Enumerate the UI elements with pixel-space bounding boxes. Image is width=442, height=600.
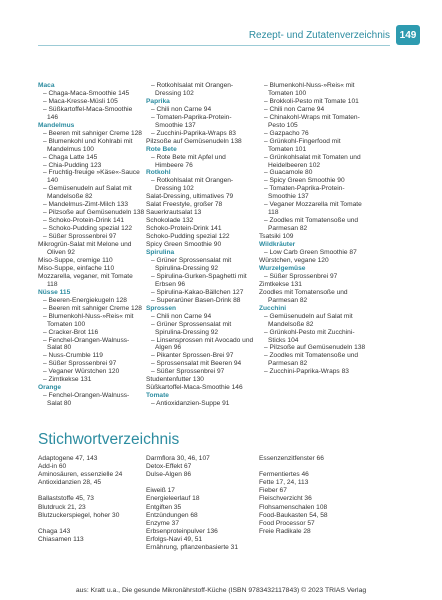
index-heading: Wurzelgemüse [259,264,306,272]
index-entry: – Chaga Latte 145 [38,154,140,162]
index-entry: – Rotkohlsalat mit Orangen- [146,82,264,90]
index-entry: – Blumenkohl und Kohlrabi mit [38,138,140,146]
index-entry: – Spirulina-Kakao-Bällchen 127 [146,289,264,297]
index-entry: Mandelmus 100 [47,145,94,153]
index-entry: Schoko-Protein-Drink 141 [146,225,222,233]
index-entry: – Guacamole 80 [259,169,399,177]
index-heading: Maca [38,82,55,89]
index-entry: Tomaten 100 [268,89,307,97]
index-entry: – Rote Bete mit Apfel und [146,154,264,162]
keyword-entry: Food Processor 57 [259,519,315,527]
index-entry: – Chili non Carne 94 [259,106,399,114]
keyword-entry: Fette 17, 24, 113 [259,479,309,487]
index-entry: Mikrogrün-Salat mit Melone und [38,241,132,249]
index-entry: – Beeren mit sahniger Creme 128 [38,305,140,313]
index-entry: – Zimtkekse 131 [38,376,140,384]
index-entry: – Grünkohlsalat mit Tomaten und [259,154,399,162]
index-entry: – Pikanter Sprossen-Brei 97 [146,352,264,360]
index-entry: Algen 96 [155,344,182,352]
index-column-1 [38,82,145,408]
index-entry: – Spicy Green Smoothie 90 [259,177,399,185]
index-entry: – Nuss-Crumble 119 [38,352,140,360]
index-entry: Zimtkekse 131 [259,280,302,288]
keyword-entry: Adaptogene 47, 143 [38,455,98,462]
index-entry: – Schoko-Protein-Drink 141 [38,217,140,225]
index-entry: 118 [268,209,279,217]
index-entry: Salat-Dressing, ultimatives 79 [146,193,234,201]
index-heading: Mandelmus [38,121,75,129]
index-entry: – Pilzsoße auf Gemüsenudeln 138 [259,344,399,352]
index-entry: – Veganer Würstchen 120 [38,368,140,376]
index-entry: – Blumenkohl-Nuss-»Reis« mit [38,313,140,321]
index-entry: Pilzsoße auf Gemüsenudeln 138 [146,137,242,145]
index-heading: Sprossen [146,304,177,312]
index-heading: Nüsse 115 [38,288,71,296]
index-entry: – Fruchtig-freuige »Käse«-Sauce [38,169,140,177]
index-entry: Miso-Suppe, cremige 110 [38,256,113,264]
keyword-entry: Entzündungen 68 [146,511,198,519]
index-entry: – Cracker-Brot 116 [38,329,140,337]
index-entry: Spicy Green Smoothie 90 [146,241,222,249]
index-entry: 146 [47,113,59,121]
spacer [38,487,122,495]
index-entry: Parmesan 82 [268,296,308,304]
keyword-entry: Eiweiß 17 [146,487,175,495]
index-entry: – Fenchel-Orangen-Walnuss- [38,392,140,400]
index-entry: Pesto 105 [268,121,298,129]
index-entry: Mozzarella, veganer, mit Tomate [38,272,133,280]
keyword-entry: Essenzenzitfenster 66 [259,455,324,462]
keyword-entry: Flohsamenschalen 108 [259,503,328,511]
keyword-entry: Energieleerlauf 18 [146,495,200,503]
index-entry: Salat Freestyle, großer 78 [146,201,223,209]
keyword-column-1 [38,455,122,544]
keyword-entry: Erbsenproteinpulver 136 [146,527,218,535]
index-entry: Erbsen 96 [155,280,186,288]
index-entry: – Gemüsenudeln auf Salat mit [259,313,399,321]
index-heading: Rotkohl [146,169,171,177]
index-entry: Salat 80 [47,400,72,408]
index-entry: Spirulina-Dressing 92 [155,328,219,336]
keyword-column-3 [259,455,328,536]
index-entry: – Beeren mit sahniger Creme 128 [38,130,140,138]
index-entry: – Gemüsenudeln auf Salat mit [38,185,140,193]
index-entry: – Grünkohl-Pesto mit Zucchini- [259,329,399,337]
index-heading: Wildkräuter [259,241,296,249]
index-entry: – Antioxidanzien-Suppe 91 [146,400,264,408]
header-rule [38,45,390,46]
index-entry: Miso-Suppe, einfache 110 [38,264,115,272]
index-entry: – Zoodles mit Tomatensoße und [259,352,399,360]
keyword-entry: Fieber 67 [259,487,287,495]
keyword-entry: Blutdruck 21, 23 [38,503,86,511]
index-entry: Tomaten 101 [268,145,307,153]
index-entry: – Tomaten-Paprika-Protein- [146,114,264,122]
index-heading: Paprika [146,97,170,105]
index-entry: Dressing 102 [155,89,194,97]
keyword-entry: Erfolgs-Navi 49, 51 [146,535,203,543]
index-entry: – Grünkohl-Fingerfood mit [259,138,399,146]
index-entry: – Chia-Pudding 123 [38,162,140,170]
index-entry: – Chinakohl-Wraps mit Tomaten- [259,114,399,122]
index-heading: Spirulina [146,249,175,257]
keyword-entry: Chiasamen 113 [38,535,84,543]
copyright-footer: aus: Kratt u.a., Die gesunde Mikronährstoff-Küche (ISBN 9783432117843) © 2023 TRIAS Verlag [75,587,367,594]
keyword-entry: Aminosäuren, essenzielle 24 [38,471,123,479]
spacer [146,479,238,487]
keyword-entry: Blutzuckerspiegel, hoher 30 [38,511,120,519]
index-entry: Würstchen, vegane 120 [259,256,329,264]
keyword-entry: Chaga 143 [38,527,71,535]
keyword-entry: Dulse-Algen 86 [146,471,192,479]
index-heading: Orange [38,384,62,392]
index-entry: Oliven 92 [47,249,75,257]
page-number-badge: 149 [396,25,420,45]
index-entry: Schoko-Pudding spezial 122 [146,233,230,241]
running-head-title: Rezept- und Zutatenverzeichnis [248,30,390,41]
index-entry: 140 [47,177,59,185]
index-entry: – Schoko-Pudding spezial 122 [38,225,140,233]
index-entry: – Mandelmus-Zimt-Milch 133 [38,201,140,209]
index-entry: – Superarüner Basen-Drink 88 [146,297,264,305]
index-entry: – Süßer Sprossenbrei 97 [38,360,140,368]
index-entry: Studentenfutter 130 [146,376,204,384]
spacer [38,520,122,528]
keyword-entry: Detox-Effekt 67 [146,463,192,471]
index-entry: Süßkartoffel-Maca-Smoothie 146 [146,384,243,392]
index-entry: – Maca-Kresse-Müsli 105 [38,98,140,106]
index-entry: – Veganer Mozzarella mit Tomate [259,201,399,209]
keyword-entry: Ernährung, pflanzenbasierte 31 [146,544,239,552]
index-entry: Tsatsiki 109 [259,233,294,241]
index-entry: Heidelbeeren 102 [268,161,321,169]
index-entry: – Gazpacho 76 [259,130,399,138]
index-entry: – Tomaten-Paprika-Protein- [259,185,399,193]
index-column-3 [259,82,399,376]
index-entry: – Chili non Carne 94 [146,106,264,114]
index-entry: Smoothie 137 [268,193,309,201]
index-entry: – Süßkartoffel-Maca-Smoothie [38,106,140,114]
index-heading: Tomate [146,392,169,400]
index-entry: – Süßer Sprossenbrei 97 [259,273,399,281]
index-entry: – Beeren-Energiekugeln 128 [38,297,140,305]
index-entry: – Sprossensalat mit Beeren 94 [146,360,264,368]
index-entry: Spirulina-Dressing 92 [155,264,219,272]
index-entry: Parmesan 82 [268,225,308,233]
index-entry: Dressing 102 [155,185,194,193]
keyword-index-title: Stichwortverzeichnis [38,431,180,448]
index-entry: 118 [47,280,58,288]
index-entry: – Grüner Sprossensalat mit [146,257,264,265]
index-entry: – Zucchini-Paprika-Wraps 83 [146,130,264,138]
index-entry: Smoothie 137 [155,121,196,129]
index-entry: Salat 80 [47,344,72,352]
index-heading: Zucchini [259,304,287,312]
keyword-entry: Ballaststoffe 45, 73 [38,495,94,503]
index-entry: – Süßer Sprossenbrei 97 [38,233,140,241]
index-heading: Rote Bete [146,145,177,153]
index-entry: – Grüner Sprossensalat mit [146,321,264,329]
index-entry: Himbeere 76 [155,161,193,169]
index-entry: Zoodles mit Tomatensoße und [259,288,348,296]
keyword-entry: Entgiften 35 [146,503,182,511]
index-entry: – Zucchini-Paprika-Wraps 83 [259,368,399,376]
index-column-2 [146,82,264,408]
index-entry: – Pilzsoße auf Gemüsenudeln 138 [38,209,140,217]
keyword-entry: Add-in 60 [38,463,67,471]
keyword-entry: Darmflora 30, 46, 107 [146,455,210,462]
index-entry: – Rotkohlsalat mit Orangen- [146,177,264,185]
index-entry: – Zoodles mit Tomatensoße und [259,217,399,225]
index-entry: – Low Carb Green Smoothie 87 [259,249,399,257]
keyword-entry: Fermentiertes 46 [259,471,309,479]
keyword-column-2 [146,455,238,552]
index-entry: Mandelsoße 82 [268,320,314,328]
index-entry: Sauerkrautsalat 13 [146,209,202,217]
index-entry: – Linsensprossen mit Avocado und [146,337,264,345]
keyword-entry: Freie Radikale 28 [259,527,311,535]
keyword-entry: Fleischverzicht 36 [259,495,312,503]
index-entry: Schokolade 132 [146,217,194,225]
index-entry: Mandelsoße 82 [47,193,93,201]
keyword-entry: Enzyme 37 [146,519,179,527]
index-entry: Tomaten 100 [47,320,86,328]
index-entry: – Süßer Sprossenbrei 97 [146,368,264,376]
index-entry: – Chaga-Maca-Smoothie 145 [38,90,140,98]
index-entry: – Brokkoli-Pesto mit Tomate 101 [259,98,399,106]
index-entry: – Blumenkohl-Nuss-»Reis« mit [259,82,399,90]
index-entry: Parmesan 82 [268,360,308,368]
keyword-entry: Food-Baukasten 54, 58 [259,511,328,519]
spacer [259,463,328,471]
index-entry: – Spirulina-Gurken-Spaghetti mit [146,273,264,281]
index-entry: – Chili non Carne 94 [146,313,264,321]
page-header [0,0,442,50]
keyword-entry: Antioxidanzien 28, 45 [38,479,102,487]
index-entry: Sticks 104 [268,336,299,344]
index-entry: – Fenchel-Orangen-Walnuss- [38,337,140,345]
